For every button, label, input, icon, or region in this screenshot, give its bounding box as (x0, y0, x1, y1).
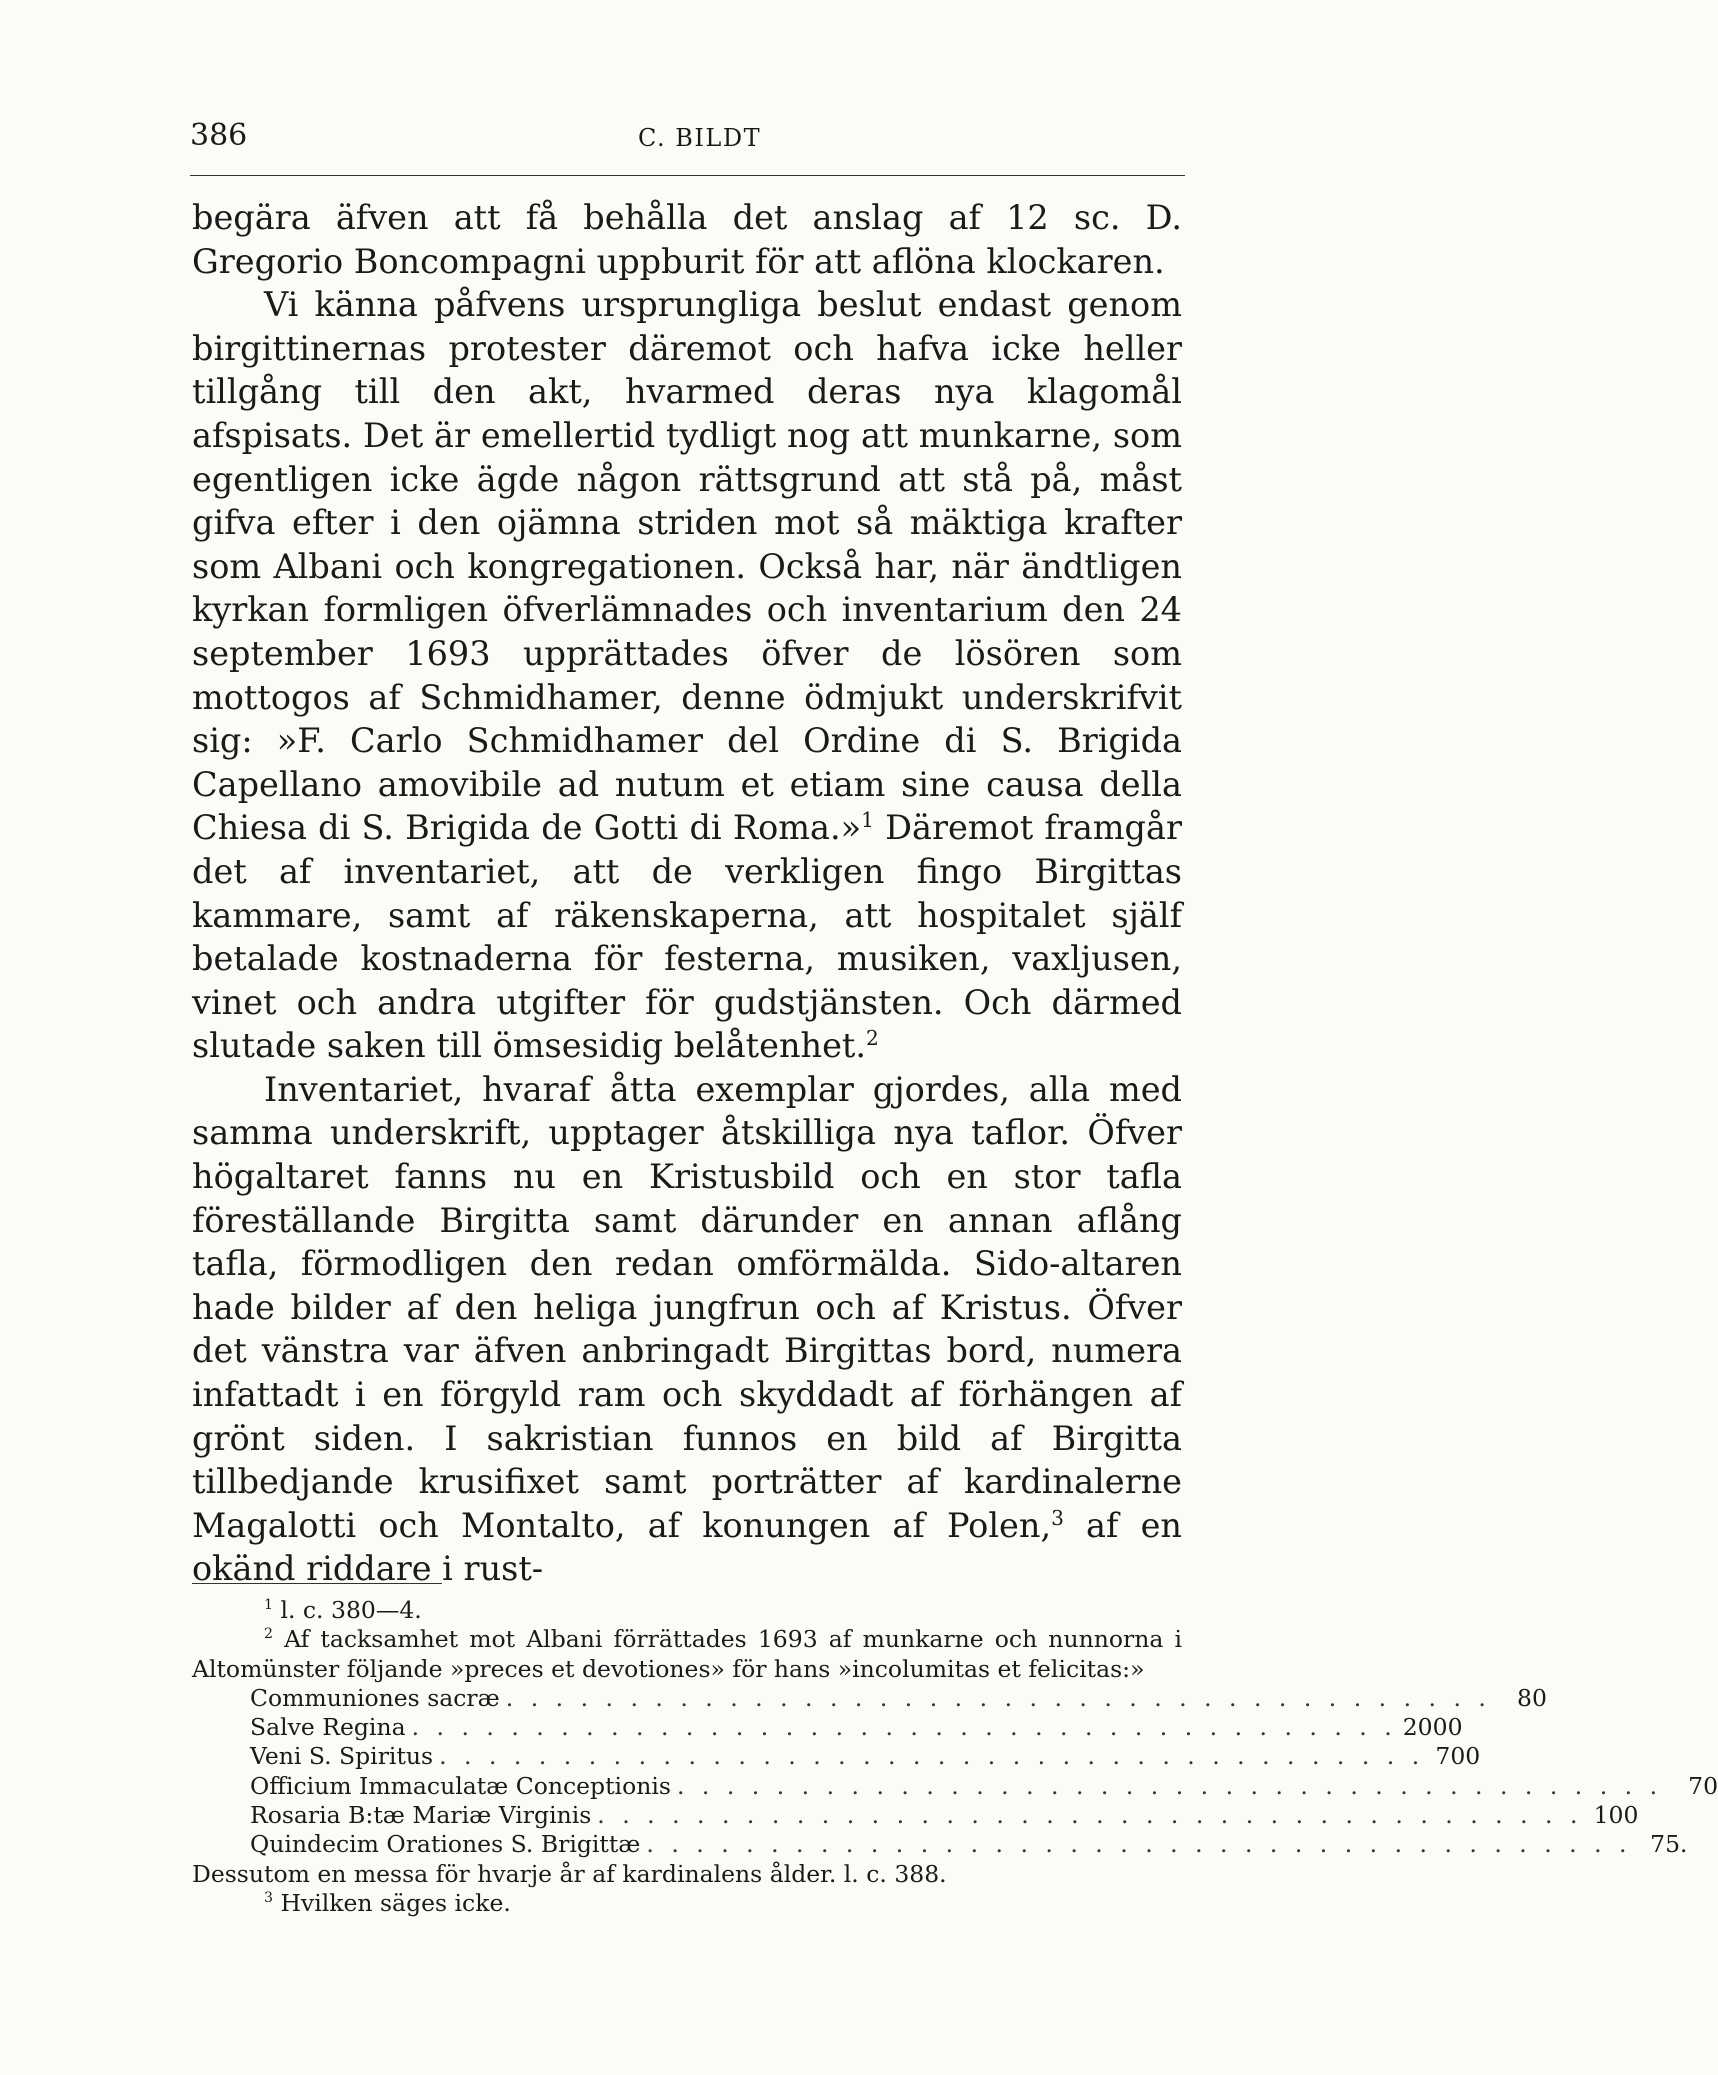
leader-dots: . . . . . . . . . . . . . . . . . . . . . . . . . . . . . . . . . . . . . . . . (597, 1801, 1583, 1830)
list-item (250, 1713, 1463, 1742)
footnote-1-mark: 1 (264, 1597, 273, 1614)
footnote-2-mark: 2 (264, 1626, 273, 1643)
list-item-value: 80 (1517, 1683, 1547, 1712)
list-item (250, 1742, 1481, 1771)
paragraph-2 (192, 283, 1182, 1068)
footnote-2-text: Af tacksamhet mot Albani förrättades 1693 af munkarne och nunnorna i Altomünster följande »preces et devotiones» för hans »incolumitas et felicitas:» (192, 1625, 1182, 1683)
footnote-3 (192, 1889, 1182, 1918)
footnote-3-mark: 3 (264, 1890, 273, 1907)
paragraph-2-text-b: Däremot framgår det af inventariet, att de verkligen fingo Birgittas kammare, samt af räkenskaperna, att hospitalet själf betalade kostnaderna för festerna, musiken, vaxljusen, vinet och andra utgifter för gudstjänsten. Och därmed slutade saken till ömsesidig belåtenhet. (192, 808, 1182, 1066)
leader-dots: . . . . . . . . . . . . . . . . . . . . . . . . . . . . . . . . . . . . . . . . (505, 1683, 1491, 1712)
footnote-ref-3: 3 (1051, 1505, 1064, 1530)
leader-dots: . . . . . . . . . . . . . . . . . . . . . . . . . . . . . . . . . . . . . . . . (676, 1771, 1663, 1800)
list-item-value: 100 (1593, 1801, 1639, 1830)
list-item-label: Officium Immaculatæ Conceptionis (250, 1771, 671, 1800)
footnote-ref-1: 1 (861, 808, 874, 833)
paragraph-3-text-b: af en okänd riddare i rust- (192, 1505, 1182, 1589)
running-head: C. BILDT (638, 124, 762, 152)
paragraph-3-text-a: Inventariet, hvaraf åtta exemplar gjordes, alla med samma underskrift, upptager åtskilliga nya taflor. Öfver högaltaret fanns nu en Kristusbild och en stor tafla föreställande Birgitta samt därunder en annan aflång tafla, förmodligen den redan omförmälda. Sido-altaren hade bilder af den heliga jungfrun och af Kristus. Öfver det vänstra var äfven anbringadt Birgittas bord, numera infattadt i en förgyld ram och skyddadt af förhängen af grönt siden. I sakristian funnos en bild af Birgitta tillbedjande krusifixet samt porträtter af kardinalerne Magalotti och Montalto, af konungen af Polen, (192, 1069, 1182, 1545)
footnote-ref-2: 2 (866, 1026, 879, 1051)
leader-dots: . . . . . . . . . . . . . . . . . . . . . . . . . . . . . . . . . . . . . . . . (646, 1830, 1632, 1859)
header-rule (190, 175, 1185, 176)
list-item-value: 75. (1650, 1830, 1688, 1859)
paragraph-2-text-a: Vi känna påfvens ursprungliga beslut endast genom birgittinernas protester däremot och hafva icke heller tillgång till den akt, hvarmed deras nya klagomål afspisats. Det är emellertid tydligt nog att munkarne, som egentligen icke ägde någon rättsgrund att stå på, måst gifva efter i den ojämna striden mot så mäktiga krafter som Albani och kongregationen. Också har, när ändtligen kyrkan formligen öfverlämnades och inventarium den 24 september 1693 upprättades öfver de lösören som mottogos af Schmidhamer, denne ödmjukt underskrifvit sig: »F. Carlo Schmidhamer del Ordine di S. Brigida Capellano amovibile ad nutum et etiam sine causa della Chiesa di S. Brigida de Gotti di Roma.» (192, 285, 1182, 848)
list-item (250, 1801, 1639, 1830)
footnote-1-text: l. c. 380—4. (272, 1596, 422, 1624)
list-item (250, 1771, 1718, 1801)
paragraph-3 (192, 1068, 1182, 1591)
footnote-2 (192, 1625, 1182, 1684)
list-item (250, 1830, 1688, 1859)
list-item-value: 2000 (1402, 1713, 1463, 1742)
footnote-rule (192, 1583, 442, 1584)
list-item (250, 1683, 1547, 1713)
footnote-1 (192, 1596, 1182, 1625)
paragraph-1: begära äfven att få behålla det anslag af 12 sc. D. Gregorio Boncompagni uppburit för att aflöna klockaren. (192, 198, 1182, 281)
list-item-value: 700 (1435, 1742, 1481, 1771)
leader-dots: . . . . . . . . . . . . . . . . . . . . . . . . . . . . . . . . . . . . . . . . (411, 1713, 1397, 1742)
list-item-label: Veni S. Spiritus (250, 1742, 434, 1771)
footnotes (192, 1596, 1718, 1918)
list-item-label: Communiones sacræ (250, 1683, 500, 1712)
list-item-label: Salve Regina (250, 1713, 406, 1742)
page-number: 386 (190, 118, 248, 153)
footnote-3-text: Hvilken säges icke. (272, 1888, 511, 1917)
list-item-label: Quindecim Orationes S. Brigittæ (250, 1830, 641, 1859)
body-text (192, 196, 1182, 1591)
list-item-value: 70 (1688, 1771, 1718, 1800)
list-item-label: Rosaria B:tæ Mariæ Virginis (250, 1801, 592, 1830)
devotions-list (250, 1683, 1718, 1860)
page-header (190, 118, 1185, 168)
leader-dots: . . . . . . . . . . . . . . . . . . . . . . . . . . . . . . . . . . . . . . . . (439, 1742, 1425, 1771)
footnote-2-tail: Dessutom en messa för hvarje år af kardinalens ålder. l. c. 388. (192, 1859, 947, 1888)
